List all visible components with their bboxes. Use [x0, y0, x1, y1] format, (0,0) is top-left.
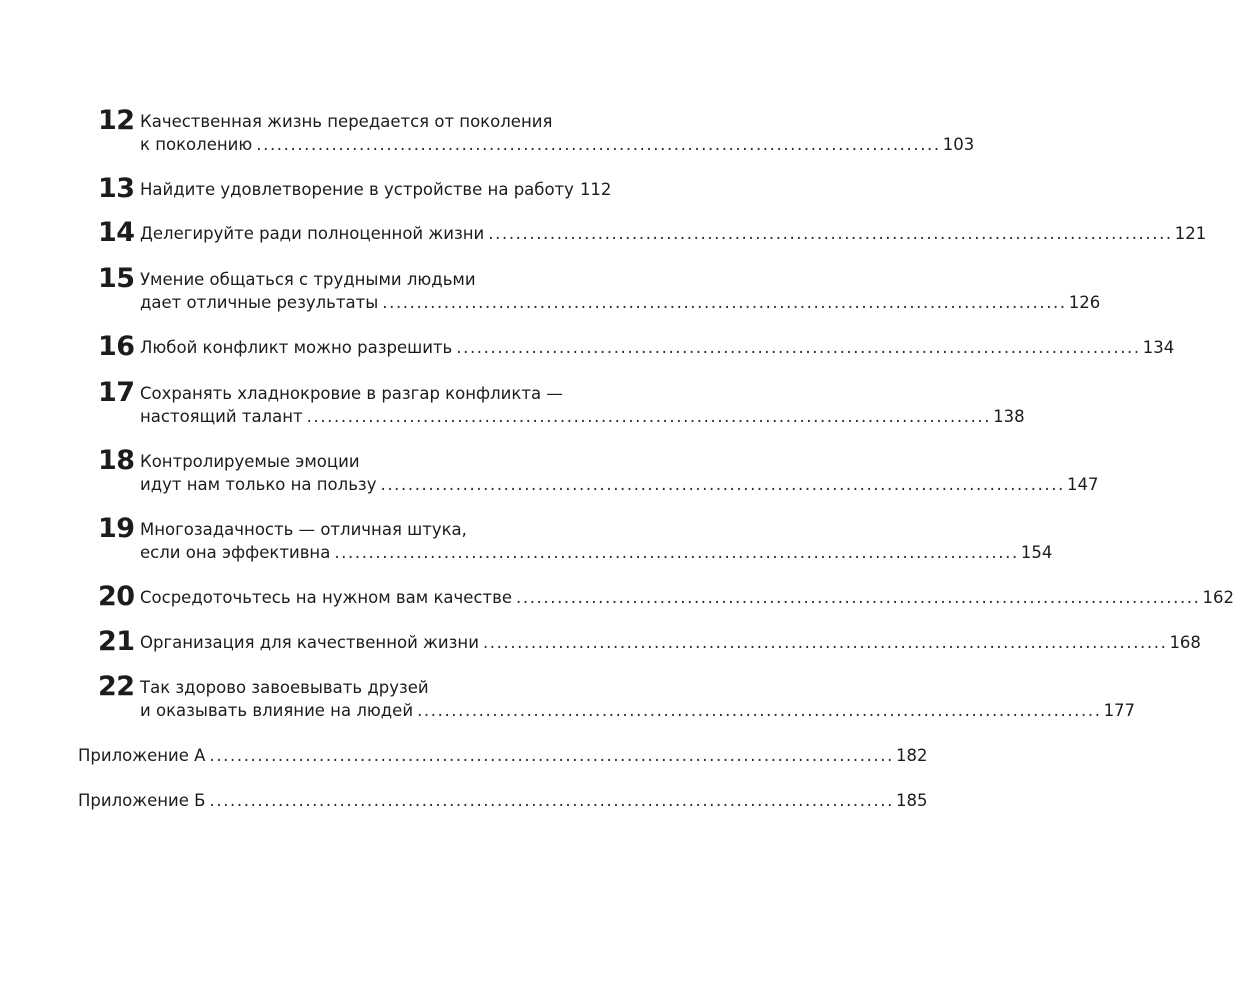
toc-appendix-a[interactable]	[78, 744, 928, 767]
appendix-title: Приложение Б	[78, 791, 206, 810]
chapter-title-line: Контролируемые эмоции	[140, 452, 360, 471]
chapter-number: 13	[98, 173, 135, 204]
chapter-number: 19	[98, 513, 135, 544]
dot-leader: ....................................................................................................	[306, 407, 992, 426]
chapter-number: 14	[98, 217, 135, 248]
chapter-title-text: настоящий талант	[140, 407, 303, 426]
dot-leader: ....................................................................................................	[334, 543, 1019, 562]
chapter-title-line	[140, 133, 975, 156]
chapter-title-text: идут нам только на пользу	[140, 475, 377, 494]
chapter-title-text: Любой конфликт можно разрешить	[140, 338, 453, 357]
chapter-number: 18	[98, 445, 135, 476]
chapter-title	[140, 450, 1099, 496]
chapter-number: 15	[98, 263, 135, 294]
chapter-number: 21	[98, 626, 135, 657]
chapter-title-line	[140, 541, 1053, 564]
dot-leader: ....................................................................................................	[380, 475, 1065, 494]
page-number: 162	[1202, 588, 1234, 607]
dot-leader: ....................................................................................................	[209, 746, 894, 765]
chapter-number: 12	[98, 105, 135, 136]
chapter-number: 22	[98, 671, 135, 702]
toc-appendix-b[interactable]	[78, 789, 928, 812]
chapter-title-line	[140, 336, 1175, 359]
dot-leader: ....................................................................................................	[417, 701, 1102, 720]
chapter-title-line	[140, 473, 1099, 496]
chapter-title-line	[140, 178, 612, 201]
page-number: 112	[579, 180, 612, 199]
chapter-title-line	[140, 405, 1025, 428]
chapter-title-text: к поколению	[140, 135, 253, 154]
dot-leader: ....................................................................................................	[382, 293, 1067, 312]
chapter-title	[140, 586, 1234, 609]
chapter-title-text: Сосредоточьтесь на нужном вам качестве	[140, 588, 512, 607]
chapter-number: 17	[98, 377, 135, 408]
dot-leader: ....................................................................................................	[256, 135, 941, 154]
chapter-title	[140, 336, 1175, 359]
chapter-title	[140, 518, 1053, 564]
dot-leader: ....................................................................................................	[516, 588, 1201, 607]
page-number: 121	[1174, 224, 1207, 243]
page-number: 134	[1142, 338, 1175, 357]
page-number: 126	[1068, 293, 1101, 312]
chapter-title	[140, 222, 1207, 245]
dot-leader: ....................................................................................................	[209, 791, 894, 810]
chapter-title	[140, 268, 1101, 314]
chapter-number: 16	[98, 331, 135, 362]
page-number: 177	[1103, 701, 1136, 720]
chapter-title	[140, 631, 1201, 654]
chapter-title-line: Многозадачность — отличная штука,	[140, 520, 467, 539]
chapter-title-line: Так здорово завоевывать друзей	[140, 678, 429, 697]
chapter-title-line	[140, 699, 1136, 722]
chapter-title-text: и оказывать влияние на людей	[140, 701, 414, 720]
chapter-title-text: Найдите удовлетворение в устройстве на работу	[140, 180, 574, 199]
chapter-title-line: Качественная жизнь передается от поколения	[140, 112, 553, 131]
chapter-title	[140, 382, 1025, 428]
chapter-title	[140, 110, 975, 156]
chapter-title-line: Сохранять хладнокровие в разгар конфликта —	[140, 384, 563, 403]
chapter-title-line	[140, 586, 1234, 609]
page-number: 147	[1066, 475, 1099, 494]
dot-leader: ....................................................................................................	[456, 338, 1141, 357]
dot-leader: ....................................................................................................	[488, 224, 1173, 243]
page-number: 138	[993, 407, 1025, 426]
chapter-title-line	[140, 291, 1101, 314]
chapter-title	[140, 676, 1136, 722]
page-number: 168	[1169, 633, 1201, 652]
chapter-title-text: если она эффективна	[140, 543, 331, 562]
chapter-title-line: Умение общаться с трудными людьми	[140, 270, 476, 289]
appendix-title: Приложение А	[78, 746, 206, 765]
dot-leader: ....................................................................................................	[482, 633, 1168, 652]
page-number: 182	[895, 746, 928, 765]
chapter-title-line	[140, 631, 1201, 654]
chapter-number: 20	[98, 581, 135, 612]
chapter-title-text: Организация для качественной жизни	[140, 633, 479, 652]
chapter-title-text: дает отличные результаты	[140, 293, 379, 312]
page-number: 185	[896, 791, 928, 810]
page-number: 103	[942, 135, 975, 154]
page-number: 154	[1020, 543, 1053, 562]
chapter-title	[140, 178, 612, 201]
chapter-title-text: Делегируйте ради полноценной жизни	[140, 224, 485, 243]
chapter-title-line	[140, 222, 1207, 245]
